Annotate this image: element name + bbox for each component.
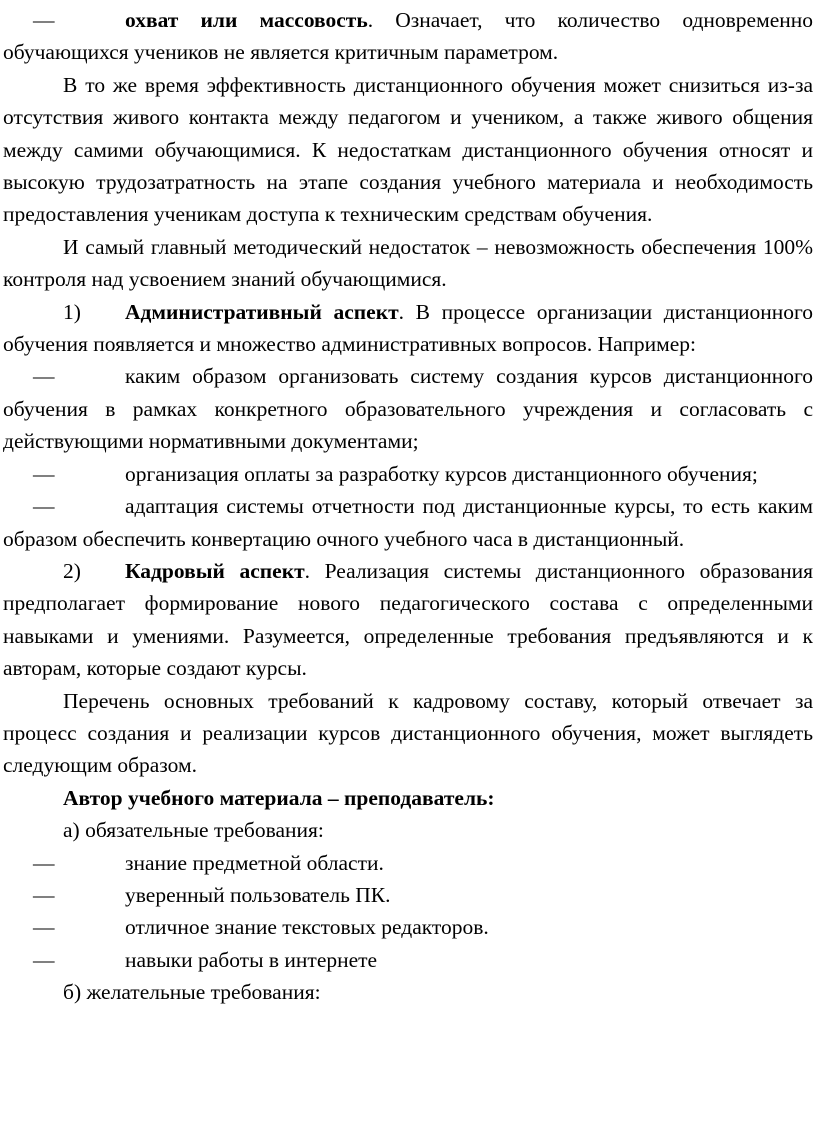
- list-item: [3, 944, 813, 976]
- item-number: 2): [63, 558, 81, 583]
- list-item-text: организация оплаты за разработку курсов дистанционного обучения;: [125, 461, 758, 486]
- personnel-aspect-term: Кадровый аспект: [125, 558, 305, 583]
- personnel-aspect-paragraph: [3, 555, 813, 685]
- dash-bullet: —: [33, 850, 55, 875]
- list-item: [3, 458, 813, 490]
- dash-bullet: —: [33, 461, 55, 486]
- list-item: [3, 847, 813, 879]
- coverage-paragraph: [3, 4, 813, 69]
- list-item-text: знание предметной области.: [125, 850, 384, 875]
- coverage-term: охват или массовость: [125, 8, 368, 32]
- list-item: [3, 490, 813, 555]
- author-heading: [3, 782, 813, 814]
- list-item: [3, 879, 813, 911]
- list-item: [3, 360, 813, 457]
- personnel-aspect-text: . Реализация системы дистанционного образования предполагает формирование нового педагогического состава с определенными навыками и умениями. Разумеется, определенные требования предъявляются и к авторам, которые создают курсы.: [3, 558, 814, 681]
- dash-bullet: —: [33, 882, 55, 907]
- author-heading-text: Автор учебного материала – преподаватель:: [63, 785, 495, 810]
- dash-bullet: —: [33, 494, 55, 519]
- requirements-intro-paragraph: Перечень основных требований к кадровому составу, который отвечает за процесс создания и реализации курсов дистанционного обучения, может выглядеть следующим образом.: [3, 688, 813, 778]
- dash-bullet: —: [33, 8, 55, 32]
- dash-bullet: —: [33, 915, 55, 940]
- desired-label: б) желательные требования:: [63, 980, 321, 1005]
- administrative-aspect-paragraph: [3, 296, 813, 361]
- main-drawback-paragraph: И самый главный методический недостаток – невозможность обеспечения 100% контроля над усвоением знаний обучающимися.: [3, 234, 813, 292]
- list-item-text: уверенный пользователь ПК.: [125, 882, 391, 907]
- required-label: а) обязательные требования:: [63, 818, 324, 843]
- list-item: [3, 911, 813, 943]
- list-item-text: отличное знание текстовых редакторов.: [125, 915, 489, 940]
- drawbacks-paragraph: В то же время эффективность дистанционного обучения может снизиться из-за отсутствия живого контакта между педагогом и учеником, а также живого общения между самими обучающимися. К недостаткам дистанционного обучения относят и высокую трудозатратность на этапе создания учебного материала и необходимость предоставления ученикам доступа к техническим средствам обучения.: [3, 72, 813, 227]
- item-number: 1): [63, 299, 81, 324]
- list-item-text: навыки работы в интернете: [125, 947, 378, 972]
- dash-bullet: —: [33, 364, 55, 389]
- administrative-aspect-term: Административный аспект: [125, 299, 399, 324]
- list-item-text: каким образом организовать систему создания курсов дистанционного обучения в рамках конкретного образовательного учреждения и согласовать с действующими нормативными документами;: [3, 364, 813, 454]
- coverage-text: . Означает, что количество одновременно обучающихся учеников не является критичным параметром.: [3, 8, 813, 65]
- administrative-aspect-text: . В процессе организации дистанционного обучения появляется и множество административных вопросов. Например:: [3, 299, 813, 357]
- list-item-text: адаптация системы отчетности под дистанционные курсы, то есть каким образом обеспечить конвертацию очного учебного часа в дистанционный.: [3, 494, 813, 551]
- dash-bullet: —: [33, 947, 55, 972]
